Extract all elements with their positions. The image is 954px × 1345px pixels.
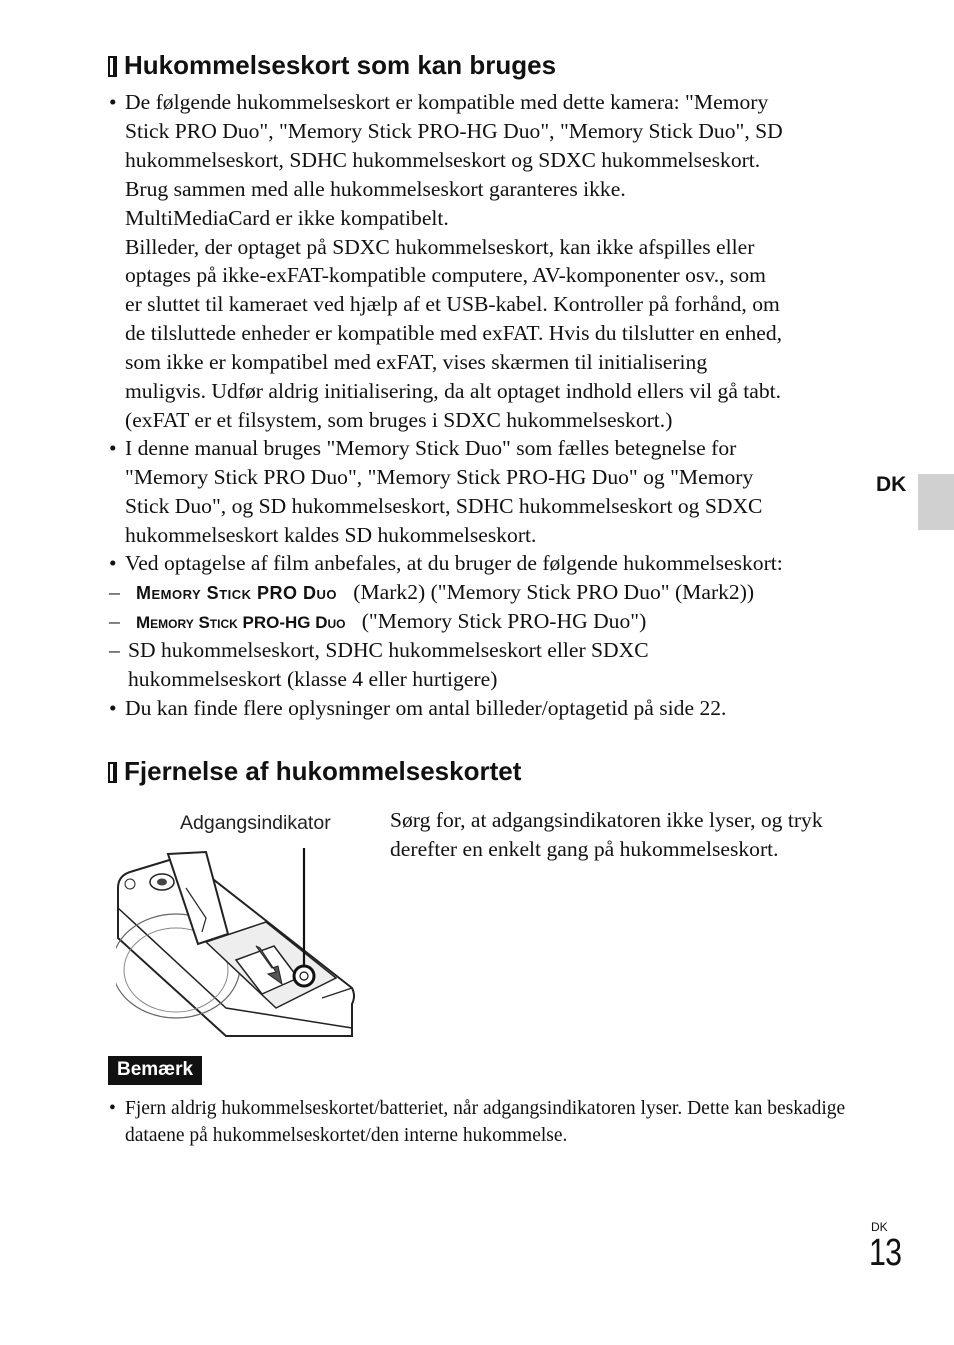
bullet-text: Du kan finde flere oplysninger om antal billeder/optagetid på side 22.	[125, 696, 727, 720]
heading-marker-icon	[108, 56, 117, 77]
memory-stick-pro-hg-duo-logo: Memory Stick PRO-HG Duo	[136, 613, 346, 632]
bullet-text: De følgende hukommelseskort er kompatible med dette kamera: "Memory Stick PRO Duo", "Memory Stick PRO-HG Duo", "Memory Stick Duo", SD hukommelseskort, SDHC hukommelseskort og SDXC hukommelseskort. Brug sammen med alle hukommelseskort garanteres ikke. MultiMediaCard er ikke kompatibelt. Billeder, der optaget på SDXC hukommelseskort, kan ikke afspilles eller optages på ikke-exFAT-kompatible computere, AV-komponenter osv., som er sluttet til kameraet ved hjælp af et USB-kabel. Kontroller på forhånd, om de tilsluttede enheder er kompatible med exFAT. Hvis du tilslutter en enhed, som ikke er kompatibel med exFAT, vises skærmen til initialisering muligvis. Udfør aldrig initialisering, da alt optaget indhold ellers vil gå tabt. (exFAT er et filsystem, som bruges i SDXC hukommelseskort.)	[125, 90, 783, 432]
dash-item-sd: – SD hukommelseskort, SDHC hukommelseskort eller SDXC hukommelseskort (klasse 4 eller hurtigere)	[109, 636, 849, 694]
bullet-text: Ved optagelse af film anbefales, at du bruger de følgende hukommelseskort:	[125, 551, 783, 575]
side-tab-label: DK	[876, 473, 907, 496]
access-indicator	[294, 966, 314, 986]
note-label: Bemærk	[108, 1056, 202, 1085]
tripod-socket-hole	[157, 879, 167, 886]
bullet-naming	[109, 434, 869, 550]
dash-text: (Mark2) ("Memory Stick PRO Duo" (Mark2))	[353, 580, 755, 604]
bullet-icon: •	[109, 436, 117, 460]
bullet-icon: •	[109, 551, 117, 575]
illustration-caption: Adgangsindikator	[180, 812, 331, 834]
bullet-movie-recording	[109, 549, 869, 578]
camera-card-slot-illustration	[116, 848, 358, 1038]
dash-text: SD hukommelseskort, SDHC hukommelseskort eller SDXC hukommelseskort (klasse 4 eller hurtigere)	[128, 638, 649, 691]
bullet-icon: •	[109, 90, 117, 114]
page-number: 13	[869, 1232, 902, 1274]
heading-marker-icon	[108, 762, 117, 783]
memory-stick-pro-duo-logo: Memory Stick PRO Duo	[136, 583, 338, 603]
bullet-compatible-cards	[109, 88, 869, 435]
bullet-icon: •	[109, 696, 117, 720]
heading-text: Hukommelseskort som kan bruges	[124, 50, 557, 80]
note-text: Fjern aldrig hukommelseskortet/batteriet, når adgangsindikatoren lyser. Dette kan beskadige dataene på hukommelseskortet/den interne hukommelse.	[125, 1098, 846, 1146]
side-tab-bar	[918, 474, 954, 530]
remove-card-instruction: Sørg for, at adgangsindikatoren ikke lyser, og tryk derefter en enkelt gang på hukommelseskort.	[390, 808, 823, 861]
dash-text: ("Memory Stick PRO-HG Duo")	[361, 609, 647, 633]
bullet-more-info	[109, 694, 869, 723]
dash-item-pro-hg-duo: – Memory Stick PRO-HG Duo ("Memory Stick PRO-HG Duo")	[109, 609, 647, 633]
heading-text: Fjernelse af hukommelseskortet	[124, 756, 522, 786]
page-language-label: DK	[871, 1220, 888, 1234]
section-heading-remove-card	[108, 756, 521, 787]
dash-item-pro-duo: – Memory Stick PRO Duo (Mark2) ("Memory Stick PRO Duo" (Mark2))	[109, 580, 755, 604]
section-heading-memory-cards	[108, 50, 556, 81]
bullet-text: I denne manual bruges "Memory Stick Duo" som fælles betegnelse for "Memory Stick PRO Duo", "Memory Stick PRO-HG Duo" og "Memory Stick Duo", og SD hukommelseskort, SDHC hukommelseskort og SDXC hukommelseskort kaldes SD hukommelseskort.	[125, 436, 763, 547]
bullet-icon: •	[109, 1098, 116, 1119]
note-bullet	[109, 1095, 869, 1149]
